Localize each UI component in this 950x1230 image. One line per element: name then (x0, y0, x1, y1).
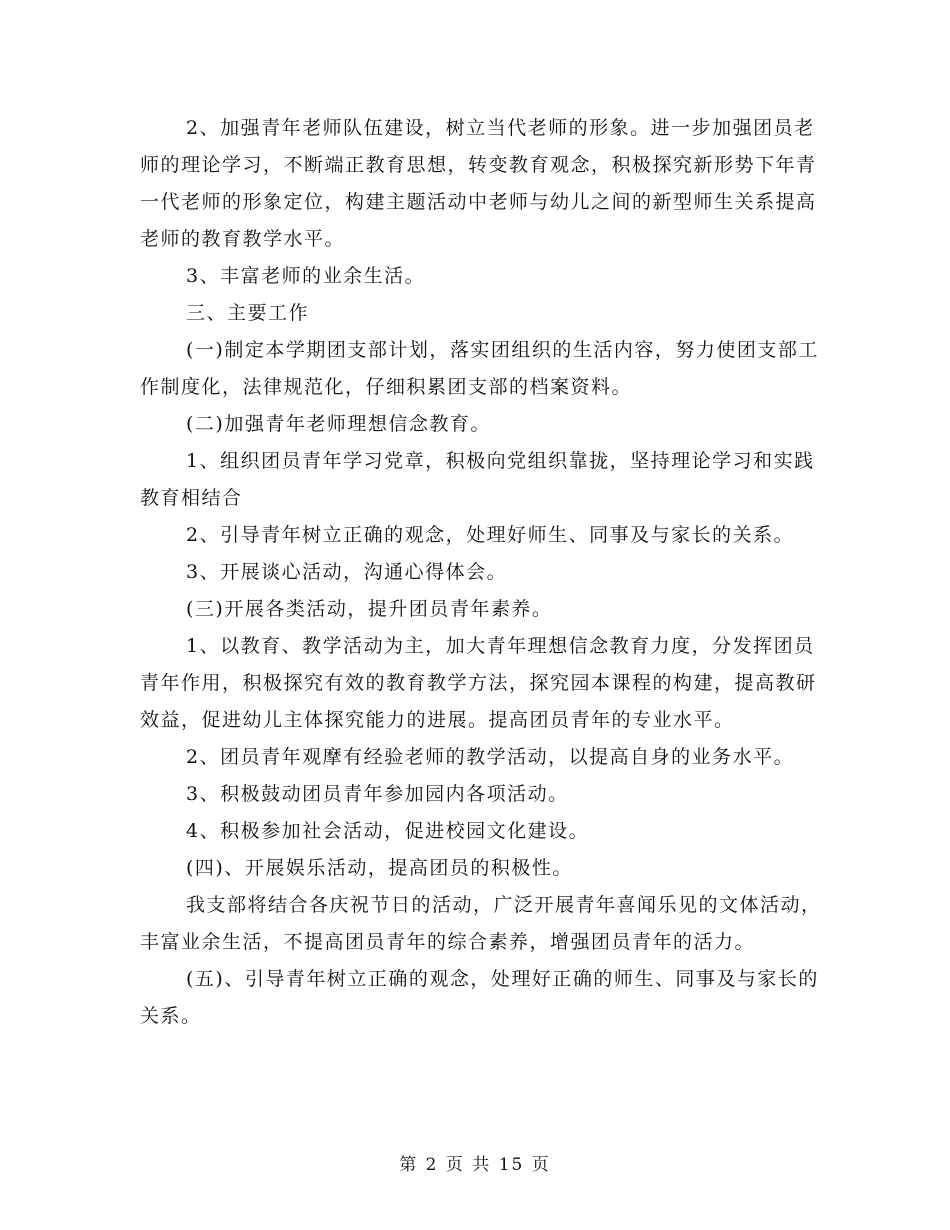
paragraph: (一)制定本学期团支部计划，落实团组织的生活内容，努力使团支部工作制度化，法律规范化，仔细积累团支部的档案资料。 (140, 339, 819, 398)
document-body (140, 110, 830, 1035)
paragraph: 4、积极参加社会活动，促进校园文化建设。 (186, 820, 590, 842)
paragraph: 我支部将结合各庆祝节日的活动，广泛开展青年喜闻乐见的文体活动，丰富业余生活，不提高团员青年的综合素养，增强团员青年的活力。 (140, 894, 822, 953)
subsection-heading: (三)开展各类活动，提升团员青年素养。 (186, 598, 553, 620)
paragraph: 1、以教育、教学活动为主，加大青年理想信念教育力度，分发挥团员青年作用，积极探究有效的教育教学方法，探究园本课程的构建，提高教研效益，促进幼儿主体探究能力的进展。提高团员青年的专业水平。 (140, 635, 817, 731)
subsection-heading: (五)、引导青年树立正确的观念，处理好正确的师生、同事及与家长的关系。 (140, 968, 819, 1027)
section-heading: 三、主要工作 (186, 302, 310, 324)
paragraph: 2、加强青年老师队伍建设，树立当代老师的形象。进一步加强团员老师的理论学习，不断端正教育思想，转变教育观念，积极探究新形势下年青一代老师的形象定位，构建主题活动中老师与幼儿之间的新型师生关系提高老师的教育教学水平。 (140, 117, 817, 250)
paragraph: 3、丰富老师的业余生活。 (186, 265, 426, 287)
paragraph: 3、积极鼓动团员青年参加园内各项活动。 (186, 783, 569, 805)
paragraph: 3、开展谈心活动，沟通心得体会。 (186, 561, 508, 583)
paragraph: 2、引导青年树立正确的观念，处理好师生、同事及与家长的关系。 (186, 524, 795, 546)
subsection-heading: (四)、开展娱乐活动，提高团员的积极性。 (186, 857, 573, 879)
subsection-heading: (二)加强青年老师理想信念教育。 (186, 413, 491, 435)
page-number-footer: 第 2 页 共 15 页 (399, 1155, 551, 1175)
paragraph: 1、组织团员青年学习党章，积极向党组织靠拢，坚持理论学习和实践教育相结合 (140, 450, 815, 509)
paragraph: 2、团员青年观摩有经验老师的教学活动，以提高自身的业务水平。 (186, 746, 795, 768)
